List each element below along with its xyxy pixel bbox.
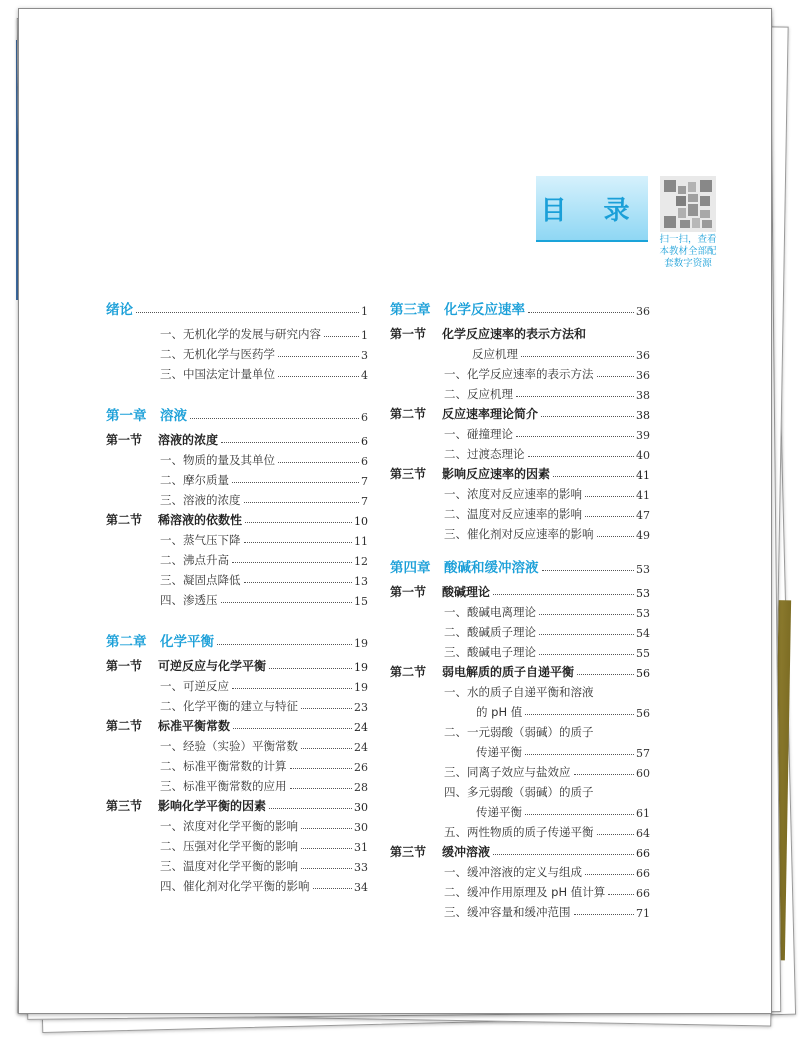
- toc-page-number: 19: [354, 681, 368, 694]
- toc-page-number: 38: [636, 389, 650, 402]
- toc-subsection-entry[interactable]: [106, 854, 368, 874]
- toc-section-entry[interactable]: [390, 322, 650, 342]
- toc-subsection-entry[interactable]: [106, 528, 368, 548]
- dot-leader: [597, 834, 635, 835]
- toc-subsection-entry[interactable]: [390, 780, 650, 800]
- toc-section-number: 第三节: [390, 467, 427, 481]
- toc-subsection-entry[interactable]: [390, 482, 650, 502]
- toc-entry-label: 第一章 溶液: [106, 408, 187, 424]
- dot-leader: [585, 496, 634, 497]
- toc-entry-label: 一、蒸气压下降: [160, 533, 241, 547]
- toc-subsection-continuation[interactable]: [390, 740, 650, 760]
- toc-subsection-continuation[interactable]: [390, 800, 650, 820]
- dot-leader: [290, 788, 353, 789]
- dot-leader: [221, 602, 353, 603]
- toc-page-number: 57: [636, 747, 650, 760]
- toc-page-number: 31: [354, 841, 368, 854]
- toc-page-number: 34: [354, 881, 368, 894]
- dot-leader: [539, 654, 634, 655]
- toc-entry-label: 第三章 化学反应速率: [390, 302, 525, 318]
- toc-page-number: 38: [636, 409, 650, 422]
- toc-entry-label: 二、沸点升高: [160, 553, 229, 567]
- dot-leader: [301, 868, 352, 869]
- toc-entry-label: 三、催化剂对反应速率的影响: [444, 527, 594, 541]
- dot-leader: [217, 644, 352, 645]
- toc-page-number: 4: [361, 369, 368, 382]
- dot-leader: [244, 502, 360, 503]
- toc-subsection-entry[interactable]: [390, 362, 650, 382]
- toc-subsection-entry[interactable]: [390, 522, 650, 542]
- toc-page-number: 39: [636, 429, 650, 442]
- toc-subsection-entry[interactable]: [106, 448, 368, 468]
- toc-entry-label: 化学反应速率的表示方法和: [442, 327, 587, 341]
- toc-page-number: 64: [636, 827, 650, 840]
- dot-leader: [269, 808, 352, 809]
- toc-subsection-entry[interactable]: [390, 860, 650, 880]
- toc-entry-label: 三、同离子效应与盐效应: [444, 765, 571, 779]
- toc-entry-label: 弱电解质的质子自递平衡: [442, 665, 575, 679]
- dot-leader: [233, 728, 352, 729]
- toc-section-number: 第二节: [106, 719, 143, 733]
- toc-page-number: 54: [636, 627, 650, 640]
- toc-page-number: 6: [361, 411, 368, 424]
- toc-section-entry[interactable]: [106, 428, 368, 448]
- toc-page-number: 53: [636, 563, 650, 576]
- toc-entry-label: 二、标准平衡常数的计算: [160, 759, 287, 773]
- dot-leader: [585, 874, 634, 875]
- toc-subsection-entry[interactable]: [106, 322, 368, 342]
- toc-section-number: 第三节: [390, 845, 427, 859]
- dot-leader: [597, 536, 635, 537]
- toc-subsection-entry[interactable]: [390, 620, 650, 640]
- toc-entry-label: 反应速率理论简介: [442, 407, 539, 421]
- toc-page-number: 24: [354, 721, 368, 734]
- toc-page-number: 1: [361, 329, 368, 342]
- toc-subsection-entry[interactable]: [390, 720, 650, 740]
- dot-leader: [324, 336, 359, 337]
- toc-entry-label: 缓冲溶液: [442, 845, 491, 859]
- toc-page-number: 49: [636, 529, 650, 542]
- dot-leader: [244, 542, 353, 543]
- toc-chapter-entry[interactable]: [106, 630, 368, 650]
- toc-entry-label: 一、化学反应速率的表示方法: [444, 367, 594, 381]
- toc-entry-label: 一、碰撞理论: [444, 427, 513, 441]
- toc-subsection-entry[interactable]: [390, 600, 650, 620]
- toc-subsection-entry[interactable]: [106, 754, 368, 774]
- toc-page-number: 6: [361, 455, 368, 468]
- toc-subsection-entry[interactable]: [106, 362, 368, 382]
- toc-section-entry[interactable]: [390, 840, 650, 860]
- toc-chapter-entry[interactable]: [390, 298, 650, 318]
- toc-section-number: 第二节: [106, 513, 143, 527]
- toc-entry-label: 四、催化剂对化学平衡的影响: [160, 879, 310, 893]
- toc-page-number: 23: [354, 701, 368, 714]
- toc-page-number: 61: [636, 807, 650, 820]
- toc-page-number: 36: [636, 369, 650, 382]
- toc-page-number: 36: [636, 305, 650, 318]
- dot-leader: [269, 668, 352, 669]
- toc-page-number: 66: [636, 867, 650, 880]
- toc-section-number: 第三节: [106, 799, 143, 813]
- toc-section-number: 第二节: [390, 665, 427, 679]
- toc-subsection-continuation[interactable]: [390, 700, 650, 720]
- toc-entry-label: 一、缓冲溶液的定义与组成: [444, 865, 582, 879]
- toc-entry-label: 五、两性物质的质子传递平衡: [444, 825, 594, 839]
- toc-entry-label: 影响反应速率的因素: [442, 467, 551, 481]
- toc-page-number: 47: [636, 509, 650, 522]
- dot-leader: [232, 562, 352, 563]
- toc-page-number: 11: [354, 535, 368, 548]
- dot-leader: [493, 854, 634, 855]
- toc-subsection-entry[interactable]: [106, 774, 368, 794]
- toc-page-number: 30: [354, 821, 368, 834]
- dot-leader: [278, 356, 359, 357]
- dot-leader: [574, 774, 635, 775]
- toc-entry-label: 一、浓度对反应速率的影响: [444, 487, 582, 501]
- toc-entry-label: 稀溶液的依数性: [158, 513, 243, 527]
- toc-subsection-entry[interactable]: [106, 588, 368, 608]
- toc-entry-label: 传递平衡: [476, 805, 522, 819]
- toc-page-number: 7: [361, 475, 368, 488]
- toc-entry-label: 第四章 酸碱和缓冲溶液: [390, 560, 539, 576]
- toc-entry-label: 三、标准平衡常数的应用: [160, 779, 287, 793]
- dot-leader: [521, 356, 634, 357]
- dot-leader: [539, 634, 634, 635]
- toc-entry-label: 反应机理: [472, 347, 518, 361]
- toc-section-number: 第一节: [390, 585, 427, 599]
- toc-page-number: 24: [354, 741, 368, 754]
- toc-subsection-entry[interactable]: [106, 548, 368, 568]
- toc-section-entry[interactable]: [390, 462, 650, 482]
- toc-subsection-entry[interactable]: [390, 820, 650, 840]
- toc-page-number: 41: [636, 469, 650, 482]
- toc-page-number: 53: [636, 607, 650, 620]
- toc-page-number: 71: [636, 907, 650, 920]
- toc-subsection-entry[interactable]: [390, 880, 650, 900]
- toc-subsection-entry[interactable]: [106, 488, 368, 508]
- toc-entry-label: 绪论: [106, 302, 133, 318]
- toc-page-number: 56: [636, 707, 650, 720]
- toc-entry-label: 溶液的浓度: [158, 433, 219, 447]
- toc-section-entry[interactable]: [106, 714, 368, 734]
- toc-entry-label: 影响化学平衡的因素: [158, 799, 267, 813]
- toc-chapter-entry[interactable]: [106, 404, 368, 424]
- toc-page-number: 12: [354, 555, 368, 568]
- toc-subsection-entry[interactable]: [106, 874, 368, 894]
- toc-entry-label: 一、酸碱电离理论: [444, 605, 536, 619]
- toc-page-number: 66: [636, 887, 650, 900]
- toc-entry-label: 二、过渡态理论: [444, 447, 525, 461]
- toc-entry-label: 三、酸碱电子理论: [444, 645, 536, 659]
- dot-leader: [585, 516, 634, 517]
- toc-page-number: 1: [361, 305, 368, 318]
- dot-leader: [278, 462, 359, 463]
- dot-leader: [245, 522, 352, 523]
- page-title: 目 录: [540, 196, 644, 226]
- toc-entry-label: 二、一元弱酸（弱碱）的质子: [444, 725, 594, 739]
- toc-subsection-entry[interactable]: [390, 422, 650, 442]
- toc-page-number: 55: [636, 647, 650, 660]
- toc-subsection-entry[interactable]: [390, 442, 650, 462]
- dot-leader: [278, 376, 359, 377]
- dot-leader: [542, 570, 635, 571]
- toc-page-number: 19: [354, 637, 368, 650]
- toc-page-number: 7: [361, 495, 368, 508]
- qr-code-icon[interactable]: [660, 176, 716, 232]
- toc-entry-label: 一、无机化学的发展与研究内容: [160, 327, 321, 341]
- toc-page-number: 66: [636, 847, 650, 860]
- dot-leader: [608, 894, 634, 895]
- toc-chapter-entry[interactable]: [106, 298, 368, 318]
- toc-section-entry[interactable]: [390, 660, 650, 680]
- dot-leader: [493, 594, 634, 595]
- dot-leader: [190, 418, 359, 419]
- toc-section-number: 第一节: [390, 327, 427, 341]
- dot-leader: [301, 828, 352, 829]
- toc-page-number: 19: [354, 661, 368, 674]
- toc-page-number: 36: [636, 349, 650, 362]
- dot-leader: [528, 312, 634, 313]
- toc-section-entry[interactable]: [106, 508, 368, 528]
- toc-subsection-entry[interactable]: [106, 468, 368, 488]
- dot-leader: [597, 376, 635, 377]
- toc-subsection-entry[interactable]: [106, 834, 368, 854]
- toc-page-number: 33: [354, 861, 368, 874]
- toc-page-number: 41: [636, 489, 650, 502]
- toc-entry-label: 一、物质的量及其单位: [160, 453, 275, 467]
- toc-subsection-entry[interactable]: [390, 502, 650, 522]
- toc-page-number: 3: [361, 349, 368, 362]
- toc-section-number: 第一节: [106, 659, 143, 673]
- toc-entry-label: 四、多元弱酸（弱碱）的质子: [444, 785, 594, 799]
- toc-section-entry[interactable]: [106, 794, 368, 814]
- dot-leader: [541, 416, 634, 417]
- dot-leader: [221, 442, 359, 443]
- dot-leader: [553, 476, 634, 477]
- toc-section-entry[interactable]: [390, 402, 650, 422]
- toc-entry-label: 酸碱理论: [442, 585, 491, 599]
- toc-entry-label: 二、摩尔质量: [160, 473, 229, 487]
- toc-section-entry[interactable]: [390, 580, 650, 600]
- toc-subsection-entry[interactable]: [390, 640, 650, 660]
- dot-leader: [516, 396, 634, 397]
- toc-subsection-entry[interactable]: [390, 900, 650, 920]
- toc-entry-label: 二、反应机理: [444, 387, 513, 401]
- toc-page-number: 53: [636, 587, 650, 600]
- dot-leader: [232, 482, 359, 483]
- toc-section-entry[interactable]: [106, 654, 368, 674]
- dot-leader: [525, 814, 634, 815]
- dot-leader: [577, 674, 634, 675]
- toc-entry-label: 二、化学平衡的建立与特征: [160, 699, 298, 713]
- toc-entry-label: 二、温度对反应速率的影响: [444, 507, 582, 521]
- toc-subsection-entry[interactable]: [106, 814, 368, 834]
- qr-caption: 扫一扫，查看本教材全部配套数字资源: [659, 234, 717, 269]
- toc-entry-label: 标准平衡常数: [158, 719, 231, 733]
- toc-subsection-entry[interactable]: [106, 734, 368, 754]
- toc-entry-label: 三、凝固点降低: [160, 573, 241, 587]
- dot-leader: [539, 614, 634, 615]
- toc-subsection-entry[interactable]: [390, 680, 650, 700]
- toc-page-number: 56: [636, 667, 650, 680]
- toc-page-number: 40: [636, 449, 650, 462]
- toc-page-number: 28: [354, 781, 368, 794]
- toc-entry-label: 二、无机化学与医药学: [160, 347, 275, 361]
- toc-page-number: 26: [354, 761, 368, 774]
- dot-leader: [525, 754, 634, 755]
- dot-leader: [136, 312, 359, 313]
- toc-subsection-entry[interactable]: [106, 674, 368, 694]
- toc-page-number: 60: [636, 767, 650, 780]
- toc-entry-label: 一、可逆反应: [160, 679, 229, 693]
- dot-leader: [290, 768, 353, 769]
- toc-section-number: 第二节: [390, 407, 427, 421]
- toc-subsection-entry[interactable]: [106, 694, 368, 714]
- toc-entry-label: 三、温度对化学平衡的影响: [160, 859, 298, 873]
- toc-entry-label: 三、溶液的浓度: [160, 493, 241, 507]
- toc-entry-label: 可逆反应与化学平衡: [158, 659, 267, 673]
- toc-subsection-entry[interactable]: [106, 568, 368, 588]
- toc-entry-label: 一、浓度对化学平衡的影响: [160, 819, 298, 833]
- dot-leader: [244, 582, 353, 583]
- toc-entry-label: 一、水的质子自递平衡和溶液: [444, 685, 594, 699]
- toc-page-number: 13: [354, 575, 368, 588]
- toc-section-number: 第一节: [106, 433, 143, 447]
- toc-entry-label: 三、中国法定计量单位: [160, 367, 275, 381]
- toc-entry-label: 传递平衡: [476, 745, 522, 759]
- toc-subsection-entry[interactable]: [390, 382, 650, 402]
- toc-subsection-entry[interactable]: [106, 342, 368, 362]
- dot-leader: [232, 688, 352, 689]
- dot-leader: [525, 714, 634, 715]
- toc-entry-label: 一、经验（实验）平衡常数: [160, 739, 298, 753]
- toc-chapter-entry[interactable]: [390, 556, 650, 576]
- toc-entry-label: 二、压强对化学平衡的影响: [160, 839, 298, 853]
- dot-leader: [516, 436, 634, 437]
- toc-entry-label: 三、缓冲容量和缓冲范围: [444, 905, 571, 919]
- toc-title-banner: [536, 176, 648, 242]
- toc-subsection-entry[interactable]: [390, 760, 650, 780]
- dot-leader: [528, 456, 635, 457]
- toc-entry-label: 的 pH 值: [476, 705, 523, 719]
- dot-leader: [301, 848, 352, 849]
- toc-section-continuation[interactable]: [390, 342, 650, 362]
- toc-entry-label: 四、渗透压: [160, 593, 218, 607]
- toc-entry-label: 二、酸碱质子理论: [444, 625, 536, 639]
- toc-entry-label: 第二章 化学平衡: [106, 634, 214, 650]
- dot-leader: [301, 708, 352, 709]
- toc-page-number: 15: [354, 595, 368, 608]
- toc-entry-label: 二、缓冲作用原理及 pH 值计算: [444, 885, 606, 899]
- toc-page-number: 10: [354, 515, 368, 528]
- toc-page-number: 30: [354, 801, 368, 814]
- dot-leader: [574, 914, 635, 915]
- toc-page-number: 6: [361, 435, 368, 448]
- dot-leader: [313, 888, 353, 889]
- dot-leader: [301, 748, 352, 749]
